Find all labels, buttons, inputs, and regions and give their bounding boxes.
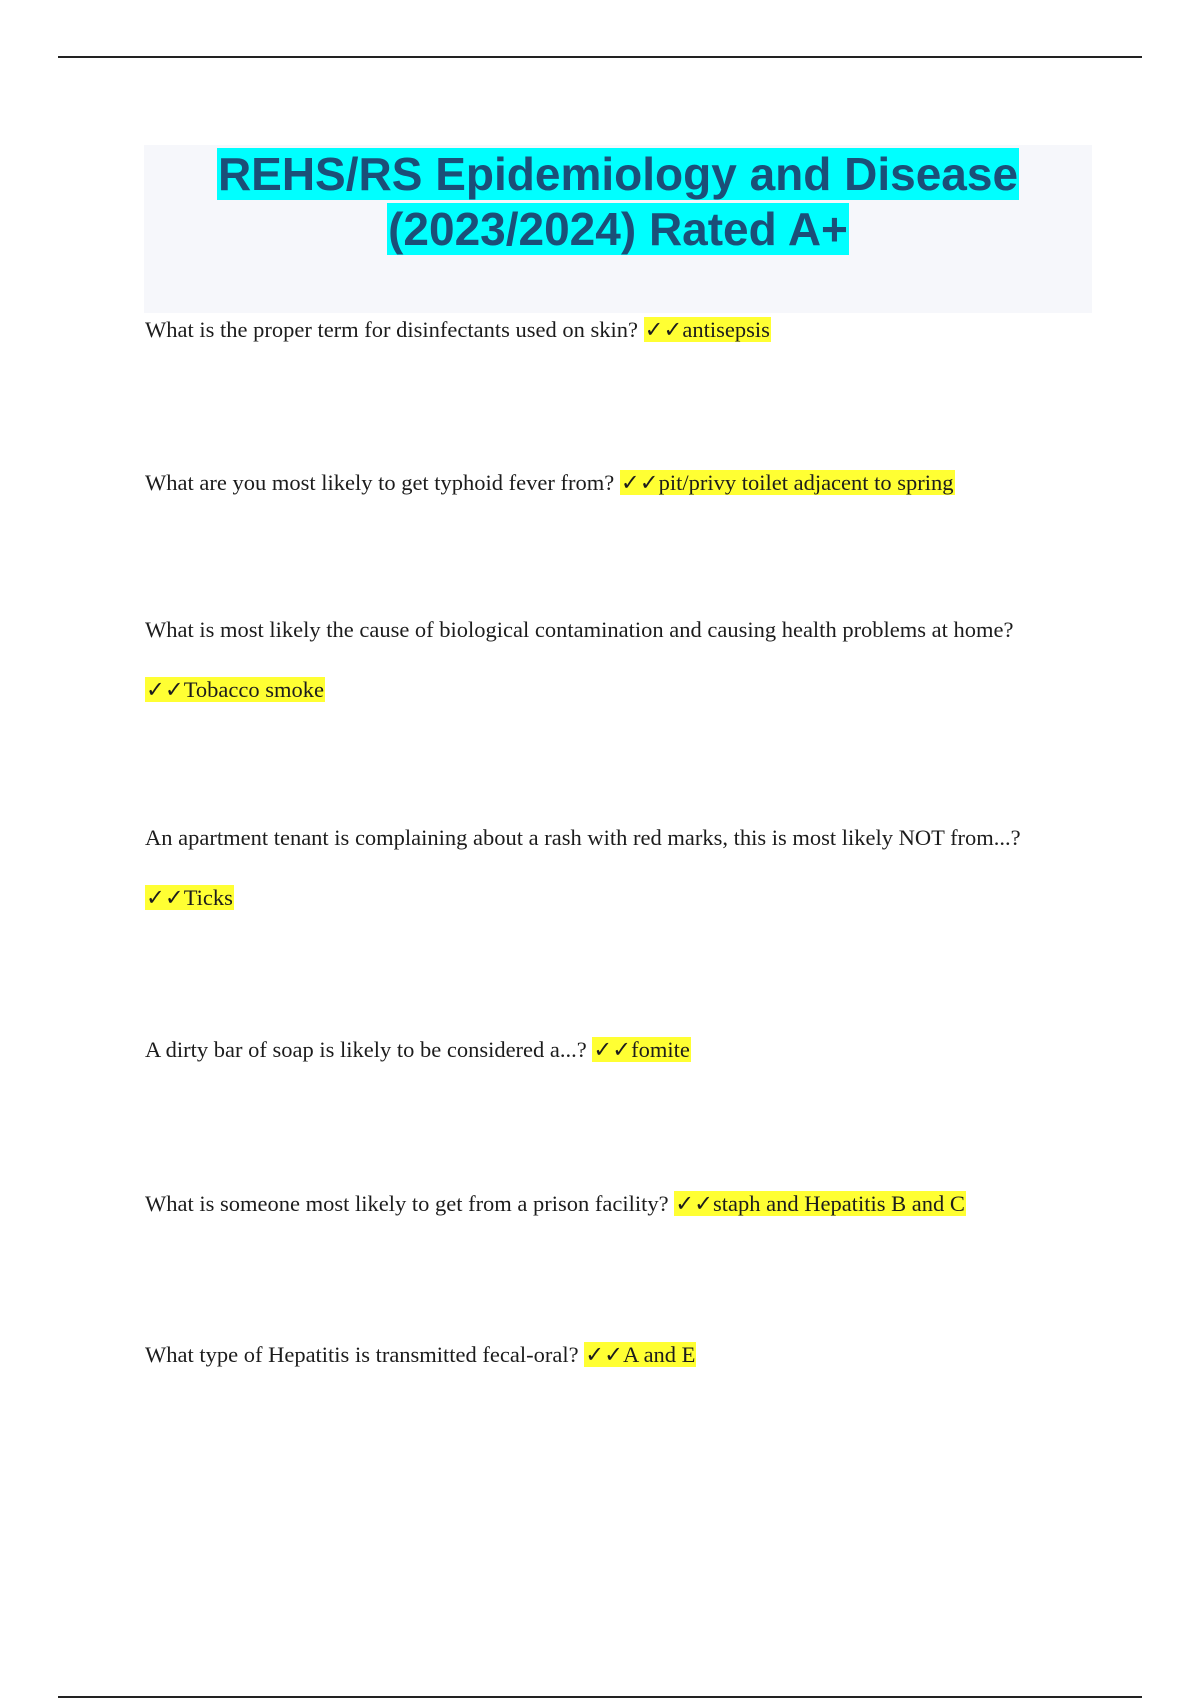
question-text: What type of Hepatitis is transmitted fecal-oral? bbox=[145, 1342, 579, 1367]
answer-text: pit/privy toilet adjacent to spring bbox=[658, 470, 954, 495]
top-rule bbox=[58, 56, 1142, 58]
answer-text: fomite bbox=[631, 1037, 690, 1062]
qa-item-2 bbox=[145, 468, 1105, 498]
answer-highlight bbox=[620, 470, 955, 495]
check-mark-icon: ✓✓ bbox=[146, 677, 184, 702]
document-title: REHS/RS Epidemiology and Disease (2023/2024) Rated A+ bbox=[217, 148, 1019, 255]
answer-line bbox=[145, 883, 1105, 913]
question-text: What is someone most likely to get from a prison facility? bbox=[145, 1191, 669, 1216]
answer-highlight bbox=[674, 1191, 966, 1216]
check-mark-icon: ✓✓ bbox=[146, 885, 184, 910]
answer-highlight bbox=[145, 677, 325, 702]
question-text: An apartment tenant is complaining about a rash with red marks, this is most likely NOT from...? bbox=[145, 825, 1021, 850]
check-mark-icon: ✓✓ bbox=[644, 317, 683, 342]
answer-highlight bbox=[592, 1037, 690, 1062]
bottom-rule bbox=[58, 1696, 1142, 1698]
answer-text: A and E bbox=[622, 1342, 696, 1367]
answer-highlight bbox=[584, 1342, 696, 1367]
answer-text: Ticks bbox=[183, 885, 233, 910]
title-banner bbox=[144, 145, 1092, 313]
qa-item-7 bbox=[145, 1340, 1105, 1370]
question-text: What is the proper term for disinfectants used on skin? bbox=[145, 317, 638, 342]
qa-item-4 bbox=[145, 823, 1105, 913]
answer-highlight bbox=[145, 885, 234, 910]
answer-highlight bbox=[644, 317, 771, 342]
check-mark-icon: ✓✓ bbox=[593, 1037, 632, 1062]
question-text: A dirty bar of soap is likely to be considered a...? bbox=[145, 1037, 587, 1062]
answer-text: Tobacco smoke bbox=[183, 677, 324, 702]
answer-text: staph and Hepatitis B and C bbox=[712, 1191, 965, 1216]
check-mark-icon: ✓✓ bbox=[585, 1342, 623, 1367]
qa-item-5 bbox=[145, 1035, 1105, 1065]
question-text: What is most likely the cause of biological contamination and causing health problems at home? bbox=[145, 617, 1014, 642]
qa-item-1 bbox=[145, 315, 1105, 345]
check-mark-icon: ✓✓ bbox=[675, 1191, 713, 1216]
check-mark-icon: ✓✓ bbox=[620, 470, 659, 495]
question-text: What are you most likely to get typhoid fever from? bbox=[145, 470, 615, 495]
answer-line bbox=[145, 675, 1105, 705]
answer-text: antisepsis bbox=[682, 317, 770, 342]
qa-item-6 bbox=[145, 1189, 1105, 1219]
qa-item-3 bbox=[145, 615, 1105, 705]
